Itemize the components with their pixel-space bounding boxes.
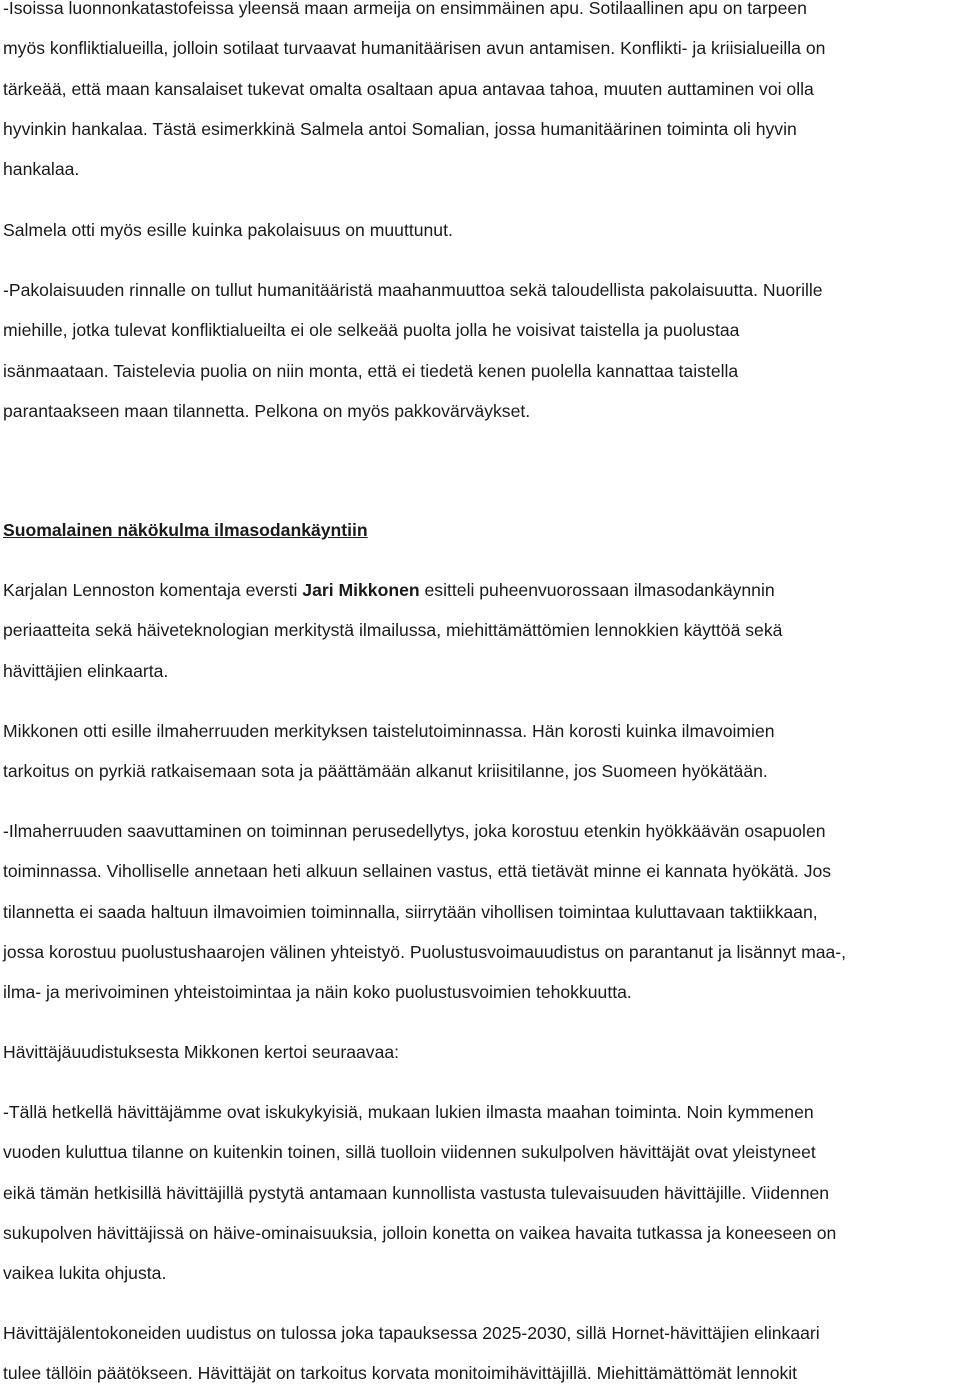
- text-line: tulee tällöin päätökseen. Hävittäjät on tarkoitus korvata monitoimihävittäjillä. Miehittämättömät lennokit: [3, 1363, 798, 1384]
- paragraph-refugees-change: [3, 270, 823, 431]
- text-line: [3, 570, 782, 610]
- text-line: hyvinkin hankalaa. Tästä esimerkkinä Salmela antoi Somalian, jossa humanitäärinen toiminta oli hyvin: [3, 118, 797, 139]
- text-line: -Pakolaisuuden rinnalle on tullut humanitääristä maahanmuuttoa sekä taloudellista pakolaisuutta. Nuorille: [3, 280, 823, 300]
- text-line: -Tällä hetkellä hävittäjämme ovat iskukykyisiä, mukaan lukien ilmasta maahan toiminta. Noin kymmenen: [3, 1102, 814, 1122]
- paragraph-refugees-intro: [3, 210, 453, 250]
- text-line: tärkeää, että maan kansalaiset tukevat omalta osaltaan apua antavaa tahoa, muuten auttaminen voi olla: [3, 78, 814, 99]
- text-line: myös konfliktialueilla, jolloin sotilaat turvaavat humanitäärisen avun antamisen. Konflikti- ja kriisialueilla on: [3, 38, 826, 59]
- speaker-name: Jari Mikkonen: [302, 580, 420, 600]
- text-line: jossa korostuu puolustushaarojen välinen yhteistyö. Puolustusvoimauudistus on parantanut ja lisännyt maa-,: [3, 941, 847, 962]
- text-line: periaatteita sekä häiveteknologian merkitystä ilmailussa, miehittämättömien lennokkien käyttöä sekä: [3, 620, 783, 641]
- text-line: tilannetta ei saada haltuun ilmavoimien toiminnalla, siirrytään vihollisen toimintaa kuluttavaan taktiikkaan,: [3, 901, 818, 922]
- text-line: Mikkonen otti esille ilmaherruuden merkityksen taistelutoiminnassa. Hän korosti kuinka ilmavoimien: [3, 721, 775, 741]
- text-line: Salmela otti myös esille kuinka pakolaisuus on muuttunut.: [3, 220, 453, 240]
- text-line: miehille, jotka tulevat konfliktialueilta ei ole selkeää puolta jolla he voisivat taistella ja puolustaa: [3, 320, 740, 341]
- text-line: sukupolven hävittäjissä on häive-ominaisuuksia, jolloin konetta on vaikea havaita tutkassa ja koneeseen on: [3, 1222, 837, 1243]
- text-line: toiminnassa. Viholliselle annetaan heti alkuun sellainen vastus, että tietävät minne ei kannata hyökätä. Jos: [3, 861, 832, 882]
- text-span: esitteli puheenvuorossaan ilmasodankäynnin: [419, 580, 775, 600]
- text-line: parantaakseen maan tilannetta. Pelkona on myös pakkovärväykset.: [3, 400, 531, 421]
- text-line: eikä tämän hetkisillä hävittäjillä pystytä antamaan kunnollista vastusta tulevaisuuden hävittäjille. Viidennen: [3, 1182, 830, 1203]
- paragraph-disaster-aid: [3, 0, 825, 189]
- text-line: hankalaa.: [3, 159, 80, 180]
- text-line: Hävittäjäuudistuksesta Mikkonen kertoi seuraavaa:: [3, 1042, 400, 1062]
- text-line: Hävittäjälentokoneiden uudistus on tulossa joka tapauksessa 2025-2030, sillä Hornet-hävittäjien elinkaari: [3, 1323, 820, 1343]
- text-line: ilma- ja merivoiminen yhteistoimintaa ja näin koko puolustusvoimien tehokkuutta.: [3, 982, 632, 1003]
- paragraph-mikkonen-intro: [3, 570, 782, 691]
- text-line: isänmaataan. Taistelevia puolia on niin monta, että ei tiedetä kenen puolella kannattaa taistella: [3, 360, 739, 381]
- text-line: -Ilmaherruuden saavuttaminen on toiminnan perusedellytys, joka korostuu etenkin hyökkäävän osapuolen: [3, 821, 826, 841]
- paragraph-air-superiority: [3, 711, 775, 792]
- text-span: Karjalan Lennoston komentaja eversti: [3, 580, 303, 600]
- paragraph-air-superiority-detail: [3, 811, 846, 1012]
- text-line: hävittäjien elinkaarta.: [3, 660, 169, 681]
- paragraph-fighter-replacement: [3, 1313, 820, 1394]
- text-line: tarkoitus on pyrkiä ratkaisemaan sota ja päättämään alkanut kriisitilanne, jos Suomeen hyökätään.: [3, 761, 768, 782]
- section-heading: [3, 510, 368, 550]
- paragraph-fighter-status: [3, 1092, 836, 1293]
- paragraph-fighter-reform-intro: [3, 1032, 399, 1072]
- text-line: vuoden kuluttua tilanne on kuitenkin toinen, sillä tuolloin viidennen sukulpolven hävittäjät ovat yleistyneet: [3, 1142, 816, 1163]
- text-line: -Isoissa luonnonkatastofeissa yleensä maan armeija on ensimmäinen apu. Sotilaallinen apu on tarpeen: [3, 0, 807, 18]
- text-line: vaikea lukita ohjusta.: [3, 1263, 167, 1284]
- section-heading-text: Suomalainen näkökulma ilmasodankäyntiin: [3, 520, 368, 540]
